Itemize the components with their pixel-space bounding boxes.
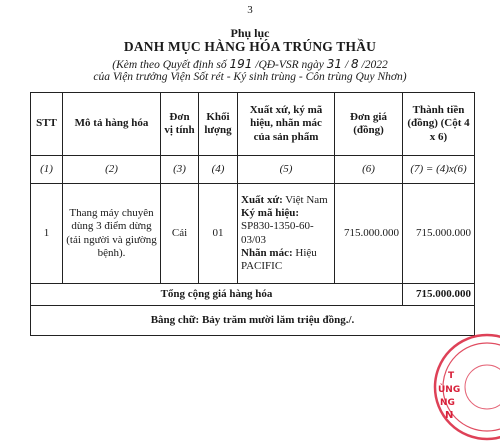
row-amount: 715.000.000 (403, 184, 475, 284)
index-1: (1) (31, 156, 63, 184)
origin-value: Việt Nam (282, 193, 328, 206)
header-unit: Đơn vị tính (161, 93, 199, 156)
header-origin: Xuất xứ, ký mã hiệu, nhãn mác của sản phẩm (238, 93, 335, 156)
header-stt: STT (31, 93, 63, 156)
table-header-row (31, 93, 475, 156)
appendix-label: Phụ lục (230, 26, 270, 40)
amount-in-words: Bằng chữ: Bảy trăm mười lăm triệu đồng./. (31, 306, 475, 336)
column-index-row (31, 156, 475, 184)
stamp-text-4: N (445, 410, 454, 421)
row-origin (238, 184, 335, 284)
row-description: Thang máy chuyên dùng 3 điểm dừng (tải người và giường bệnh). (63, 184, 161, 284)
total-row (31, 284, 475, 306)
decision-year: /2022 (358, 59, 388, 71)
model-label: Ký mã hiệu: (241, 207, 300, 220)
decision-number: 191 (229, 57, 253, 71)
page-number: 3 (247, 4, 253, 16)
origin-label: Xuất xứ: (241, 193, 283, 206)
brand-label: Nhãn mác: (241, 246, 293, 259)
stamp-text-1: T (448, 371, 455, 381)
index-3: (3) (161, 156, 199, 184)
row-quantity: 01 (199, 184, 238, 284)
brand-value: Hiệu PACIFIC (241, 246, 317, 272)
index-5: (5) (238, 156, 335, 184)
document-title: DANH MỤC HÀNG HÓA TRÚNG THẦU (123, 39, 377, 54)
header-amount: Thành tiền (đồng) (Cột 4 x 6) (403, 93, 475, 156)
row-unit-price: 715.000.000 (335, 184, 403, 284)
stamp-text-3: NG (440, 398, 455, 408)
subtitle-prefix: (Kèm theo Quyết định số (112, 59, 230, 71)
index-2: (2) (63, 156, 161, 184)
header-quantity: Khối lượng (199, 93, 238, 156)
table-row (31, 184, 475, 284)
row-stt: 1 (31, 184, 63, 284)
total-label: Tổng cộng giá hàng hóa (31, 284, 403, 306)
decision-month: 8 (351, 57, 359, 71)
stamp-text-2: ÙNG (438, 385, 461, 395)
decision-day: 31 (326, 57, 343, 71)
goods-table (30, 92, 475, 336)
header-unit-price: Đơn giá (đồng) (335, 93, 403, 156)
index-7: (7) = (4)x(6) (403, 156, 475, 184)
red-seal-stamp (432, 332, 500, 442)
amount-in-words-row (31, 306, 475, 336)
header-description: Mô tả hàng hóa (63, 93, 161, 156)
issuer-line: của Viện trưởng Viện Sốt rét - Ký sinh trùng - Côn trùng Quy Nhơn) (93, 71, 407, 83)
index-6: (6) (335, 156, 403, 184)
total-value: 715.000.000 (403, 284, 475, 306)
model-value: SP830-1350-60-03/03 (241, 220, 314, 246)
decision-reference (0, 57, 500, 71)
index-4: (4) (199, 156, 238, 184)
date-separator: / (342, 59, 352, 71)
row-unit: Cái (161, 184, 199, 284)
subtitle-mid: /QĐ-VSR ngày (252, 59, 327, 71)
